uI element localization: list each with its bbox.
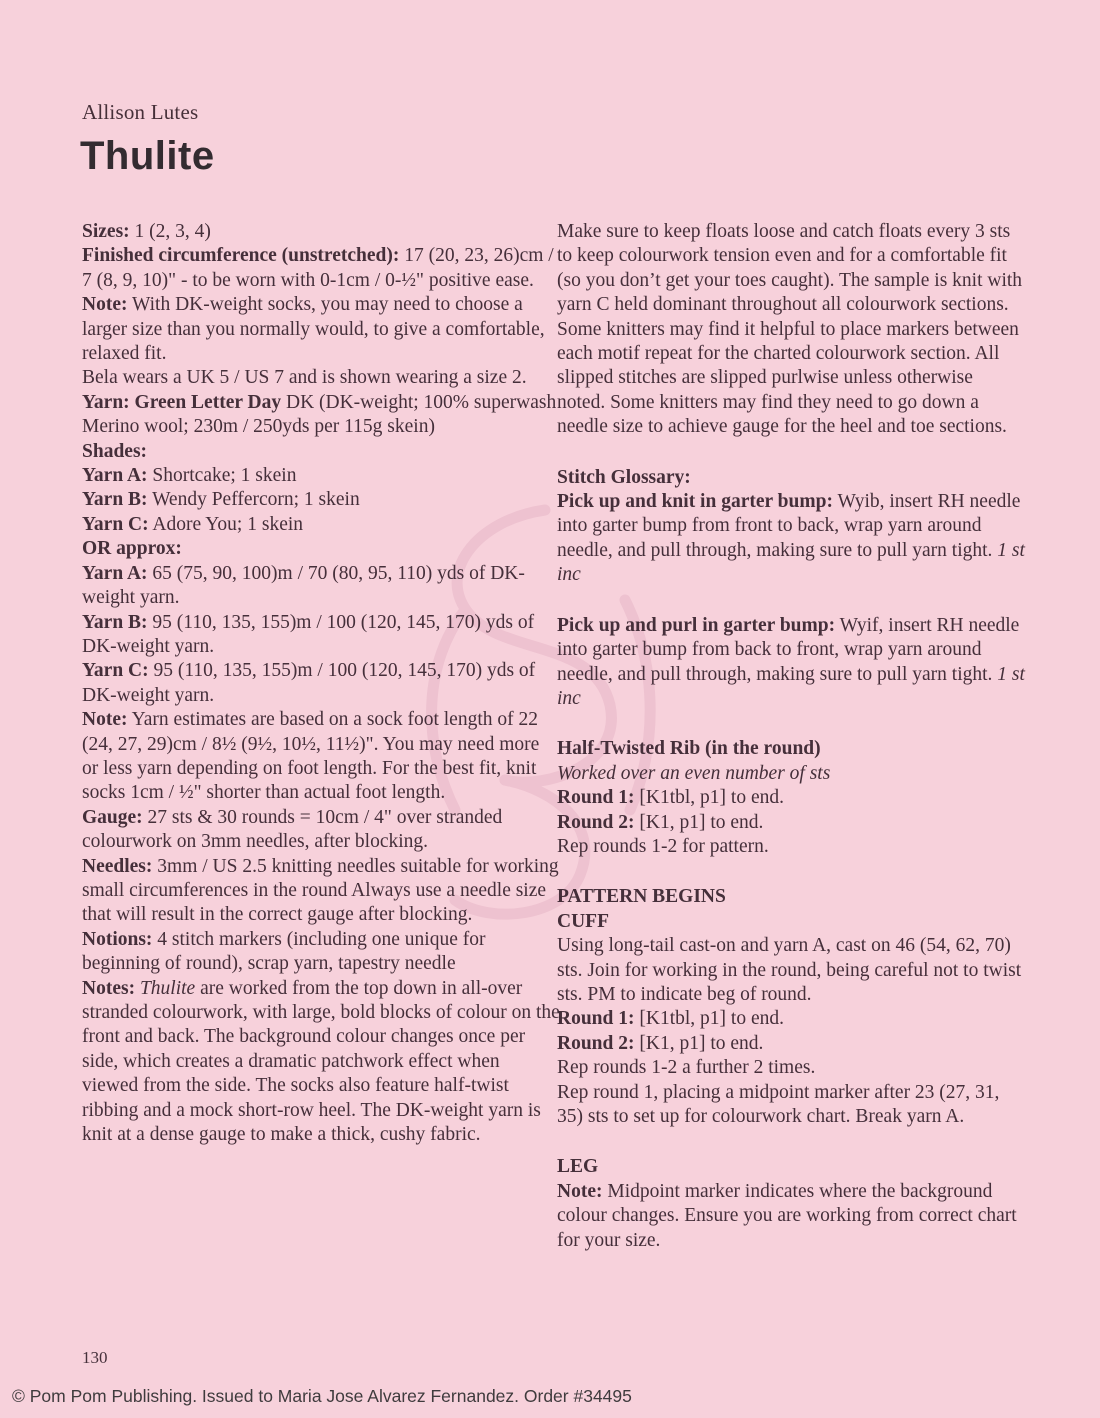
paragraph: Bela wears a UK 5 / US 7 and is shown wearing a size 2. — [82, 367, 527, 389]
paragraph: PATTERN BEGINS — [557, 886, 726, 908]
text-block — [557, 885, 1025, 1129]
paragraph: Rep rounds 1-2 for pattern. — [557, 835, 769, 857]
paragraph: Pick up and knit in garter bump: Wyib, insert RH needle into garter bump from front to back, wrap yarn around needle, and pull through, making sure to pull yarn tight. 1 st inc — [557, 491, 1025, 586]
paragraph: Notions: 4 stitch markers (including one unique for beginning of round), scrap yarn, tapestry needle — [82, 928, 486, 975]
right-column — [557, 220, 1025, 1253]
left-column — [82, 220, 560, 1147]
paragraph: Round 1: [K1tbl, p1] to end. — [557, 1008, 784, 1030]
paragraph: Finished circumference (unstretched): 17 (20, 23, 26)cm / 7 (8, 9, 10)" - to be worn with 0-1cm / 0-½" positive ease. — [82, 245, 554, 291]
paragraph: Yarn C: Adore You; 1 skein — [82, 513, 304, 535]
paragraph: Needles: 3mm / US 2.5 knitting needles suitable for working small circumferences in the round Always use a needle size that will result in the correct gauge after blocking. — [82, 855, 559, 926]
page-number: 130 — [82, 1348, 108, 1367]
text-block — [557, 466, 1025, 588]
paragraph: Make sure to keep floats loose and catch floats every 3 sts to keep colourwork tension even and for a comfortable fit (so you don’t get your toes caught). The sample is knit with yarn C held dominant throughout all colourwork sections. Some knitters may find it helpful to place markers between each motif repeat for the charted colourwork section. All slipped stitches are slipped purlwise unless otherwise noted. Some knitters may find they need to go down a needle size to achieve gauge for the heel and toe sections. — [557, 221, 1023, 438]
paragraph: Using long-tail cast-on and yarn A, cast on 46 (54, 62, 70) sts. Join for working in the round, being careful not to twist sts. PM to indicate beg of round. — [557, 935, 1022, 1005]
paragraph: Gauge: 27 sts & 30 rounds = 10cm / 4" over stranded colourwork on 3mm needles, after blocking. — [82, 806, 503, 853]
paragraph: Worked over an even number of sts — [557, 762, 831, 784]
paragraph: Yarn B: 95 (110, 135, 155)m / 100 (120, 145, 170) yds of DK-weight yarn. — [82, 611, 535, 657]
text-block — [557, 220, 1025, 440]
paragraph: Yarn: Green Letter Day DK (DK-weight; 100% superwash Merino wool; 230m / 250yds per 115g skein) — [82, 391, 557, 438]
paragraph: Round 2: [K1, p1] to end. — [557, 811, 764, 833]
text-block — [557, 1155, 1025, 1253]
copyright-line: © Pom Pom Publishing. Issued to Maria Jose Alvarez Fernandez. Order #34495 — [12, 1386, 632, 1406]
paragraph: Yarn C: 95 (110, 135, 155)m / 100 (120, 145, 170) yds of DK-weight yarn. — [82, 660, 536, 706]
text-block — [557, 737, 1025, 859]
paragraph: LEG — [557, 1156, 599, 1178]
paragraph: Half-Twisted Rib (in the round) — [557, 738, 821, 760]
paragraph: Yarn B: Wendy Peffercorn; 1 skein — [82, 489, 360, 511]
paragraph: Sizes: 1 (2, 3, 4) — [82, 221, 211, 242]
paragraph: Shades: — [82, 440, 148, 462]
paragraph: CUFF — [557, 910, 609, 932]
paragraph: OR approx: — [82, 538, 182, 560]
paragraph: Notes: Thulite are worked from the top down in all-over stranded colourwork, with large, bold blocks of colour on the front and back. The background colour changes once per side, which creates a dramatic patchwork effect when viewed from the side. The socks also feature half-twist ribbing and a mock short-row heel. The DK-weight yarn is knit at a dense gauge to make a thick, cushy fabric. — [82, 977, 560, 1146]
paragraph: Yarn A: Shortcake; 1 skein — [82, 465, 297, 487]
paragraph: Round 2: [K1, p1] to end. — [557, 1032, 764, 1054]
text-block — [557, 614, 1025, 712]
paragraph: Pick up and purl in garter bump: Wyif, insert RH needle into garter bump from back to front, wrap yarn around needle, and pull through, making sure to pull yarn tight. 1 st inc — [557, 614, 1025, 709]
paragraph: Round 1: [K1tbl, p1] to end. — [557, 787, 784, 809]
paragraph: Rep round 1, placing a midpoint marker after 23 (27, 31, 35) sts to set up for colourwork chart. Break yarn A. — [557, 1081, 1000, 1127]
page-title: Thulite — [80, 134, 215, 178]
text-block — [82, 220, 560, 1147]
paragraph: Yarn A: 65 (75, 90, 100)m / 70 (80, 95, 110) yds of DK-weight yarn. — [82, 562, 525, 609]
paragraph: Note: Yarn estimates are based on a sock foot length of 22 (24, 27, 29)cm / 8½ (9½, 10½, 11½)". You may need more or less yarn depending on foot length. For the best fit, knit socks 1cm / ½" shorter than actual foot length. — [82, 709, 540, 804]
paragraph: Note: With DK-weight socks, you may need to choose a larger size than you normally would, to give a comfortable, relaxed fit. — [82, 294, 545, 365]
author-name: Allison Lutes — [82, 100, 199, 124]
paragraph: Stitch Glossary: — [557, 466, 691, 488]
paragraph: Rep rounds 1-2 a further 2 times. — [557, 1057, 816, 1079]
paragraph: Note: Midpoint marker indicates where the background colour changes. Ensure you are working from correct chart for your size. — [557, 1180, 1017, 1251]
